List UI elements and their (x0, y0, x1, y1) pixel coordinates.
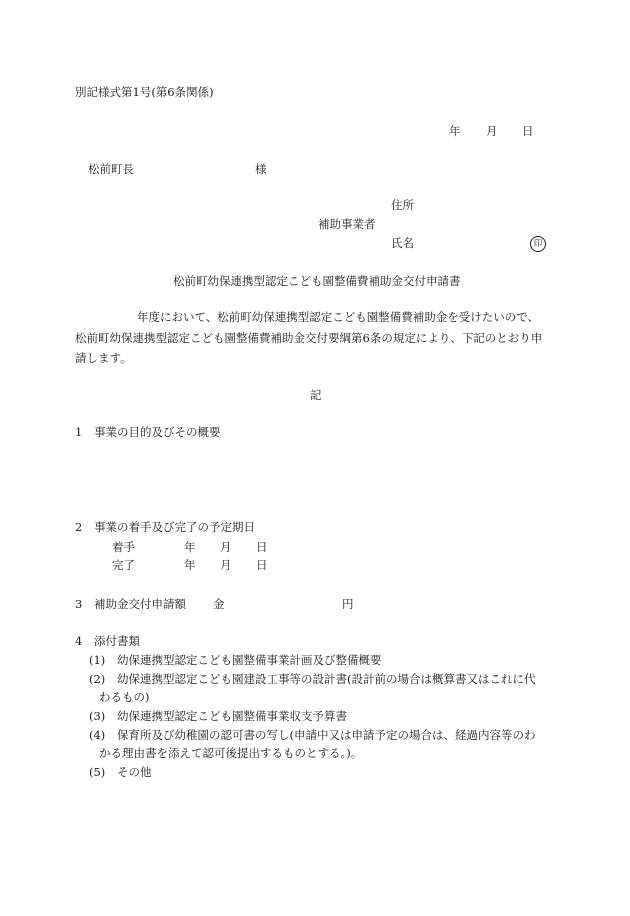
attachment-5-number: (5) (89, 765, 106, 779)
attachment-3-text: 幼保連携型認定こども園整備事業収支予算書 (117, 709, 347, 723)
start-month-label: 月 (220, 540, 232, 554)
form-number: 別記様式第1号(第6条関係) (75, 85, 214, 99)
addressee-honorific: 様 (255, 162, 267, 176)
attachment-2-number: (2) (89, 672, 106, 686)
start-year-label: 年 (184, 540, 196, 554)
attachment-1-text: 幼保連携型認定こども園整備事業計画及び整備概要 (117, 653, 382, 667)
section-3-label: 補助金交付申請額 (94, 597, 186, 611)
section-4-label: 添付書類 (94, 634, 140, 648)
attachment-4-number: (4) (89, 728, 106, 742)
attachment-3-number: (3) (89, 709, 106, 723)
end-day-label: 日 (256, 558, 268, 572)
attachment-4-continuation: かる理由書を添えて認可後提出するものとする。)。 (99, 746, 363, 760)
start-label: 着手 (112, 540, 135, 554)
body-line-3: 請します。 (75, 351, 132, 365)
end-year-label: 年 (184, 558, 196, 572)
end-label: 完了 (112, 558, 135, 572)
amount-yen-label: 円 (342, 597, 354, 611)
applicant-role-label: 補助事業者 (318, 217, 376, 231)
section-4-number: 4 (75, 634, 83, 648)
amount-kin-label: 金 (213, 597, 225, 611)
document-title: 松前町幼保連携型認定こども園整備費補助金交付申請書 (173, 274, 461, 288)
applicant-name-label: 氏名 (391, 236, 414, 250)
date-year-label: 年 (449, 124, 461, 138)
attachment-1-number: (1) (89, 653, 106, 667)
date-month-label: 月 (486, 124, 498, 138)
date-day-label: 日 (522, 124, 534, 138)
seal-mark: 印 (530, 236, 546, 252)
attachment-5-text: その他 (117, 765, 152, 779)
section-1-number: 1 (75, 425, 83, 439)
body-line-1: 年度において、松前町幼保連携型認定こども園整備費補助金を受けたいので、 (137, 310, 540, 324)
section-2-number: 2 (75, 520, 83, 534)
addressee-name: 松前町長 (88, 162, 134, 176)
ki-heading: 記 (310, 388, 322, 402)
end-month-label: 月 (220, 558, 232, 572)
section-3-number: 3 (75, 597, 83, 611)
start-day-label: 日 (256, 540, 268, 554)
section-2-label: 事業の着手及び完了の予定期日 (94, 520, 255, 534)
attachment-4-text: 保育所及び幼稚園の認可書の写し(申請中又は申請予定の場合は、経過内容等のわ (117, 728, 536, 742)
attachment-2-text: 幼保連携型認定こども園建設工事等の設計書(設計前の場合は概算書又はこれに代 (117, 672, 536, 686)
applicant-address-label: 住所 (391, 198, 414, 212)
body-line-2: 松前町幼保連携型認定こども園整備費補助金交付要綱第6条の規定により、下記のとおり申 (75, 331, 543, 345)
attachment-2-continuation: わるもの) (99, 690, 150, 704)
section-1-label: 事業の目的及びその概要 (94, 425, 221, 439)
